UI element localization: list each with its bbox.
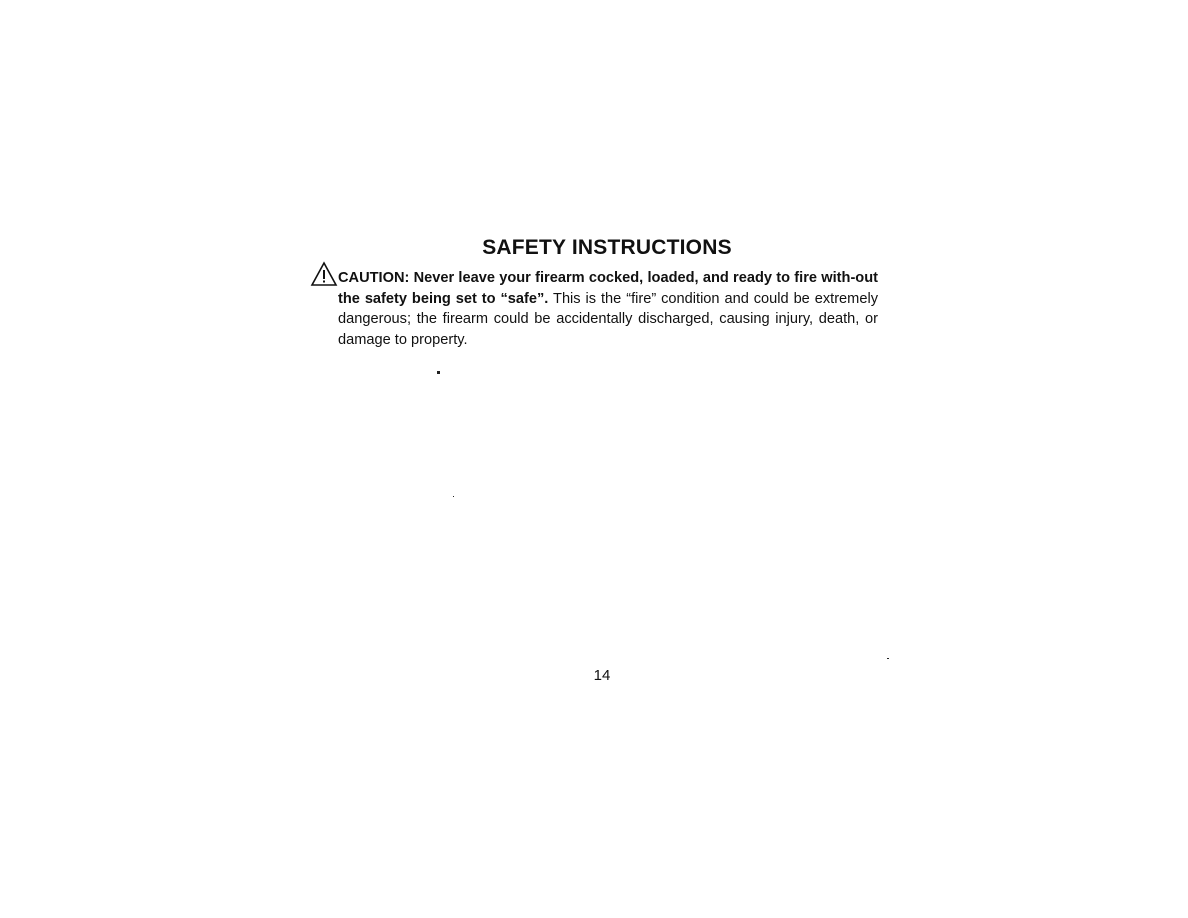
caution-lead-text: CAUTION: Never leave your firearm cocked, loaded, and ready to fire with-out the safety being set to “safe”. <box>338 270 878 307</box>
caution-paragraph <box>338 268 878 350</box>
page-number: 14 <box>593 667 611 684</box>
scan-speck <box>887 658 889 659</box>
scan-speck <box>437 371 440 374</box>
caution-body-text: This is the “fire” condition and could be extremely dangerous; the firearm could be accidentally discharged, causing injury, death, or damage to property. <box>338 290 878 348</box>
warning-triangle-icon <box>310 261 338 287</box>
scan-speck <box>453 496 454 497</box>
page-title: SAFETY INSTRUCTIONS <box>482 236 732 259</box>
